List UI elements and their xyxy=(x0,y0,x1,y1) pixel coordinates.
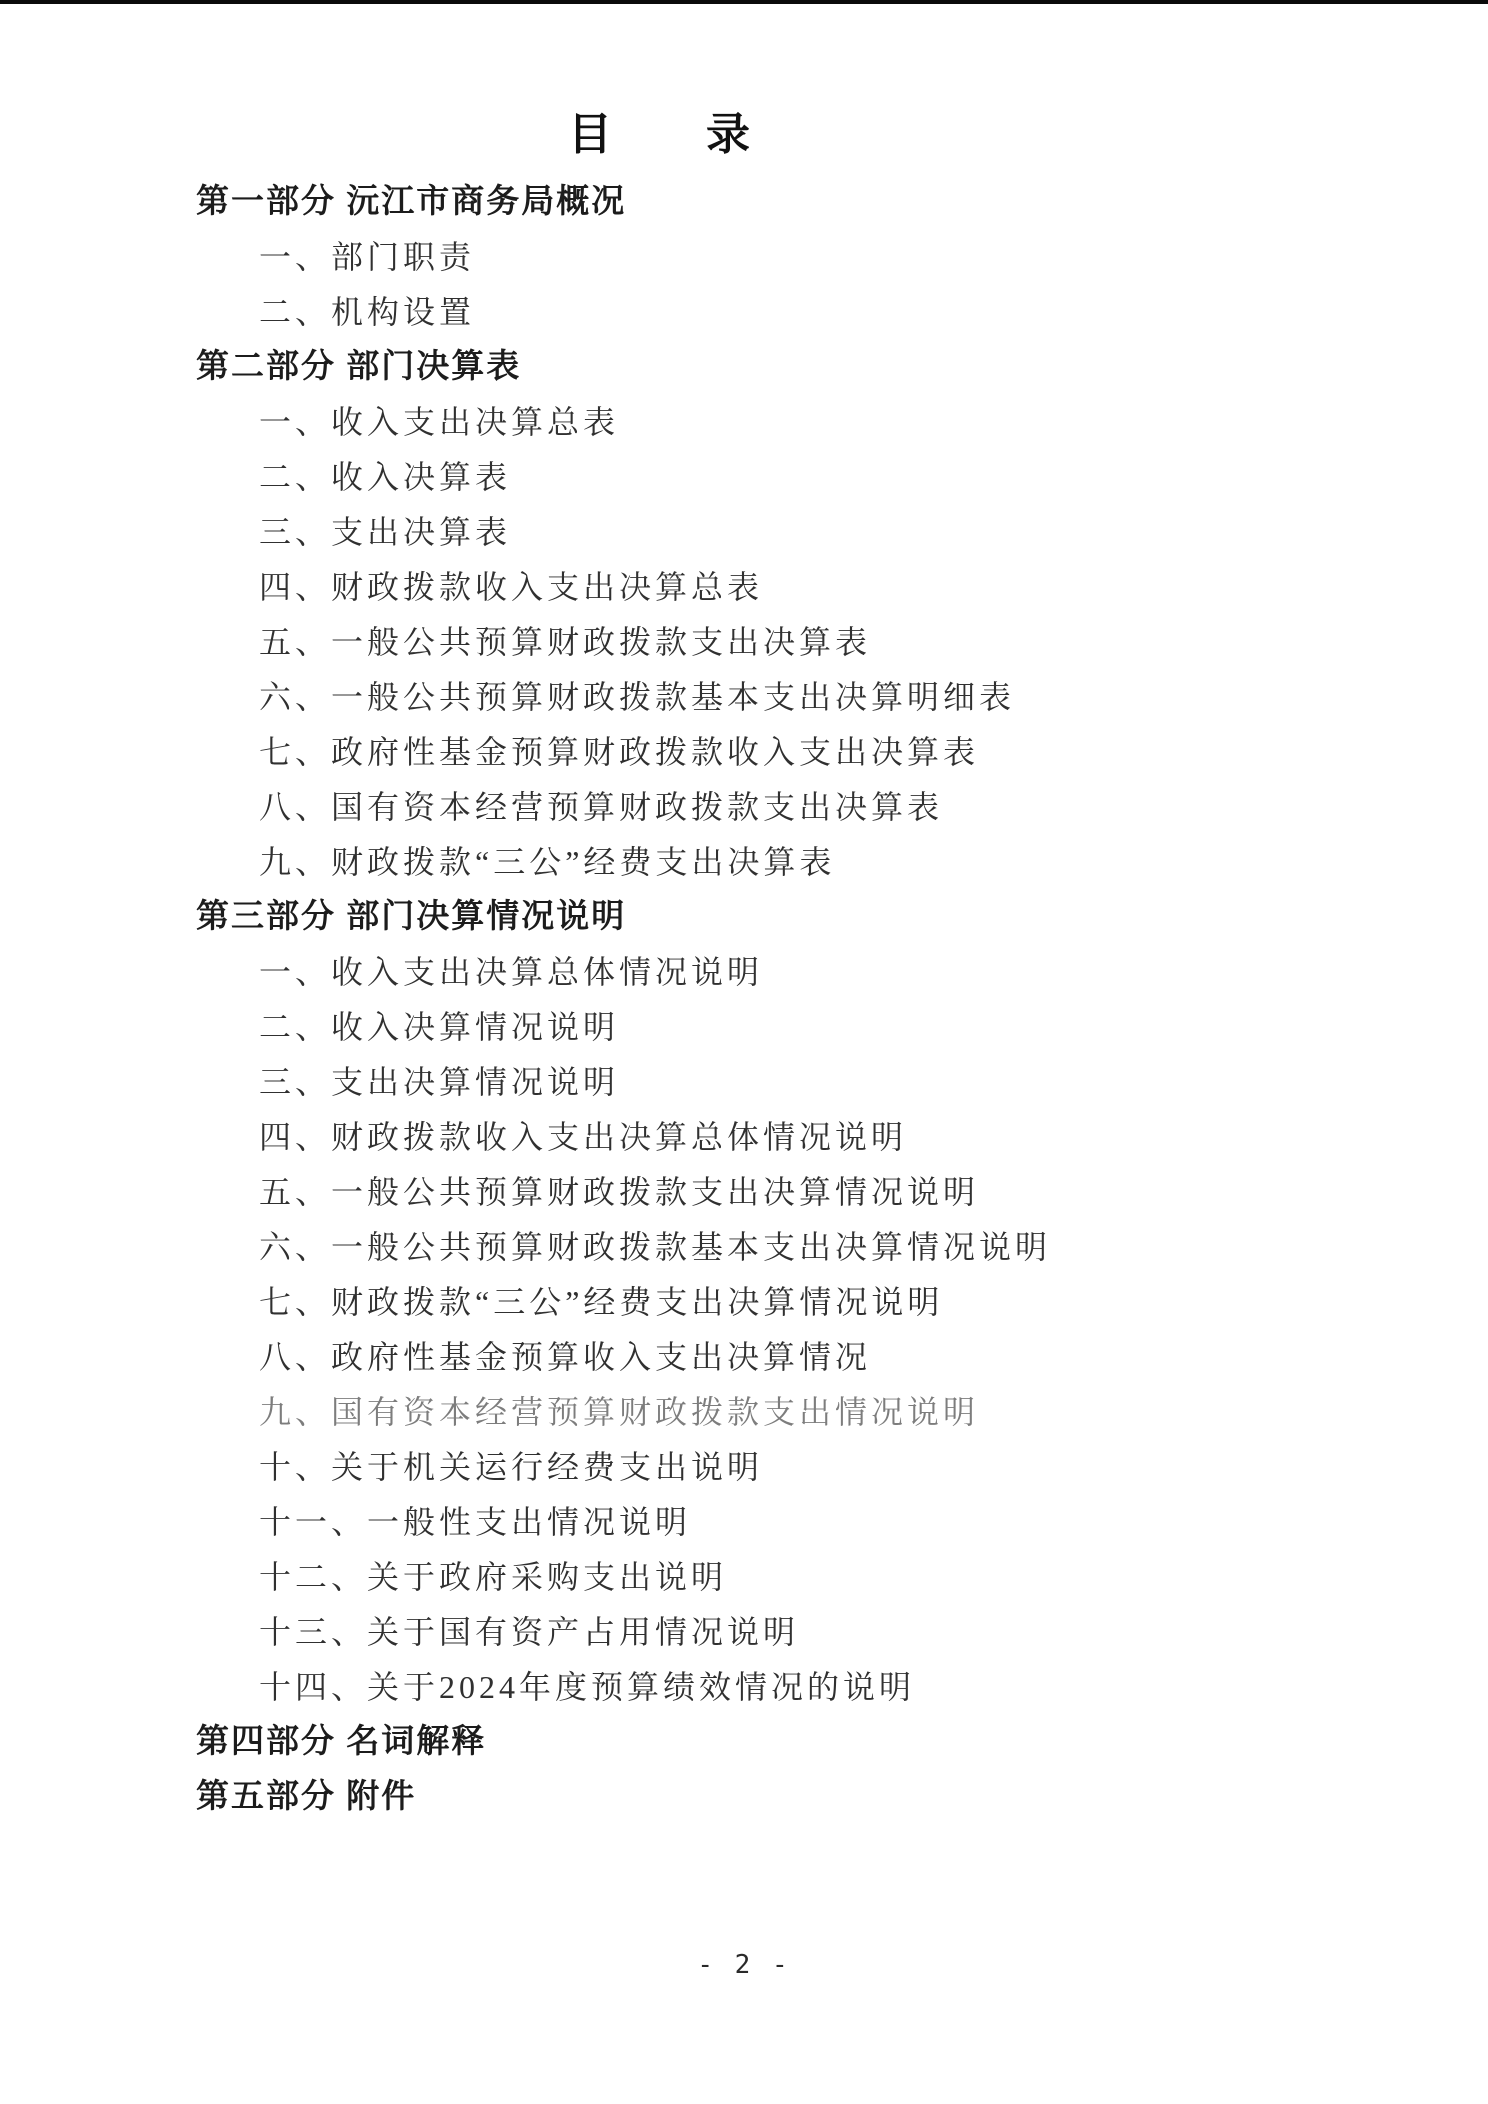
toc-item: 二、机构设置 xyxy=(259,294,476,330)
toc-item: 六、一般公共预算财政拨款基本支出决算情况说明 xyxy=(259,1229,1052,1265)
toc-item: 十四、关于2024年度预算绩效情况的说明 xyxy=(259,1669,916,1705)
page-number: - 2 - xyxy=(697,1950,791,1980)
toc-item: 五、一般公共预算财政拨款支出决算情况说明 xyxy=(259,1174,980,1210)
toc-item: 十一、一般性支出情况说明 xyxy=(259,1504,692,1540)
toc-item: 十二、关于政府采购支出说明 xyxy=(259,1559,728,1595)
toc-item: 十三、关于国有资产占用情况说明 xyxy=(259,1614,800,1650)
toc-item: 九、财政拨款“三公”经费支出决算表 xyxy=(259,844,836,880)
toc-item: 一、收入支出决算总表 xyxy=(259,404,620,440)
toc-item: 十、关于机关运行经费支出说明 xyxy=(259,1449,764,1485)
toc-item: 一、部门职责 xyxy=(259,239,476,275)
toc-item: 七、财政拨款“三公”经费支出决算情况说明 xyxy=(259,1284,944,1320)
page-title: 目 录 xyxy=(568,110,752,159)
toc-section-heading-part1: 第一部分 沅江市商务局概况 xyxy=(196,184,627,220)
toc-item: 五、一般公共预算财政拨款支出决算表 xyxy=(259,624,872,660)
table-of-contents xyxy=(0,175,1488,1825)
toc-item: 四、财政拨款收入支出决算总体情况说明 xyxy=(259,1119,908,1155)
toc-item: 一、收入支出决算总体情况说明 xyxy=(259,954,764,990)
toc-item: 九、国有资本经营预算财政拨款支出情况说明 xyxy=(259,1394,980,1430)
toc-section-heading-part4: 第四部分 名词解释 xyxy=(196,1724,487,1760)
toc-item: 三、支出决算情况说明 xyxy=(259,1064,620,1100)
toc-item: 八、国有资本经营预算财政拨款支出决算表 xyxy=(259,789,944,825)
page-top-border xyxy=(0,0,1488,4)
toc-section-heading-part2: 第二部分 部门决算表 xyxy=(196,349,522,385)
toc-item: 二、收入决算情况说明 xyxy=(259,1009,620,1045)
toc-section-heading-part3: 第三部分 部门决算情况说明 xyxy=(196,899,627,935)
toc-item: 六、一般公共预算财政拨款基本支出决算明细表 xyxy=(259,679,1016,715)
toc-section-heading-part5: 第五部分 附件 xyxy=(196,1779,417,1815)
toc-item: 三、支出决算表 xyxy=(259,514,512,550)
toc-item: 七、政府性基金预算财政拨款收入支出决算表 xyxy=(259,734,980,770)
toc-item: 八、政府性基金预算收入支出决算情况 xyxy=(259,1339,872,1375)
toc-item: 二、收入决算表 xyxy=(259,459,512,495)
toc-item: 四、财政拨款收入支出决算总表 xyxy=(259,569,764,605)
